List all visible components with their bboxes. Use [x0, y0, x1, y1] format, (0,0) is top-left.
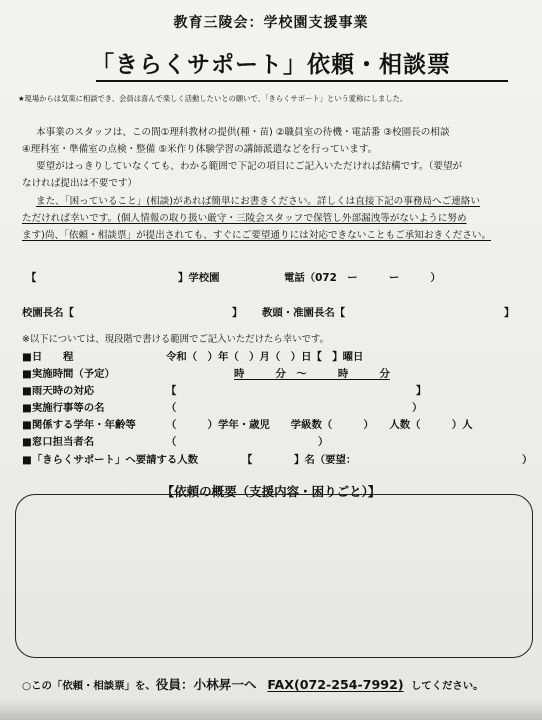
intro-line-4: なければ提出は不要です） [22, 178, 138, 189]
request-count-field[interactable]: 【 】名（要望： [242, 454, 357, 466]
grade-field[interactable]: （ ）学年・歳児 学級数（ ） 人数（ ）人 [166, 419, 473, 431]
intro-line-5: また、「困っていること」(相談)があれば簡単にお書きください。詳しくは直接下記の事務局へご連絡い [36, 196, 480, 207]
contact-person-field-close: ） [318, 436, 329, 448]
request-count-field-close: ） [522, 454, 533, 466]
time-label: ■実施時間（予定） [22, 368, 115, 380]
rain-plan-field-open[interactable]: 【 [166, 385, 177, 397]
event-name-field-open[interactable]: （ [166, 402, 177, 414]
nickname-note: ★現場からは気楽に相談でき、会員は喜んで楽しく活動したいとの願いで、「きらくサポート」という愛称にしました。 [18, 94, 408, 103]
grade-label: ■関係する学年・年齢等 [22, 419, 136, 431]
request-count-label: ■「きらくサポート」へ要請する人数 [22, 454, 199, 466]
school-name-label[interactable]: 】学校園 [178, 272, 220, 284]
intro-line-6: ただければ幸いです。(個人情報の取り扱い厳守・三陵会スタッフで保管し外部漏洩等がないように努め [22, 213, 467, 224]
contact-person-label: ■窓口担当者名 [22, 436, 95, 448]
form-title: 「きらくサポート」依頼・相談票 [91, 52, 451, 78]
org-heading: 教育三陵会：学校園支援事業 [173, 15, 369, 31]
phone-field[interactable]: 電話（072 ー ー ） [284, 272, 441, 284]
principal-name-label: 校園長名【 [22, 307, 74, 319]
contact-person-field-open[interactable]: （ [166, 436, 177, 448]
title-underline [96, 80, 508, 82]
officer-name: 役員：小林昇一へ [155, 677, 257, 692]
date-field[interactable]: 令和（ ）年（ ）月（ ）日【 】曜日 [166, 351, 364, 363]
intro-line-3: 要望がはっきりしていなくても、わかる範囲で下記の項目にご記入いただければ結構です。（要望が [36, 161, 463, 172]
page-bottom-shadow [0, 700, 542, 720]
submission-instruction [22, 674, 484, 693]
vice-principal-name-label: 教頭・准園長名【 [262, 307, 346, 319]
footer-suffix: してください。 [410, 680, 484, 692]
fax-number: FAX(072-254-7992) [267, 677, 404, 692]
summary-heading: 【依頼の概要（支援内容・困りごと）】 [161, 484, 381, 499]
school-name-bracket-open: 【 [26, 272, 37, 284]
intro-line-7: ます)尚、「依頼・相談票」が提出されても、すぐにご要望通りには対応できないこともご承知おきください。 [22, 230, 492, 241]
intro-line-1: 本事業のスタッフは、この間①理科教材の提供(種・苗) ②職員室の待機・電話番 ③校園長の相談 [36, 127, 450, 138]
time-field[interactable]: 時 分 ～ 時 分 [234, 368, 390, 380]
footer-prefix: ○この「依頼・相談票」を、 [22, 680, 156, 692]
summary-textarea[interactable] [15, 494, 533, 658]
principal-name-field[interactable]: 】 [232, 307, 243, 319]
event-name-label: ■実施行事等の名 [22, 402, 105, 414]
fill-in-note: ※以下については、現段階で書ける範囲でご記入いただけたら幸いです。 [22, 334, 329, 345]
event-name-field-close: ） [412, 402, 423, 414]
intro-line-2: ④理科室・準備室の点検・整備 ⑤米作り体験学習の講師派遣などを行っています。 [22, 144, 378, 155]
rain-plan-field-close: 】 [416, 385, 427, 397]
rain-plan-label: ■雨天時の対応 [22, 385, 95, 397]
date-label: ■日 程 [22, 351, 74, 363]
vice-principal-name-field[interactable]: 】 [504, 307, 515, 319]
